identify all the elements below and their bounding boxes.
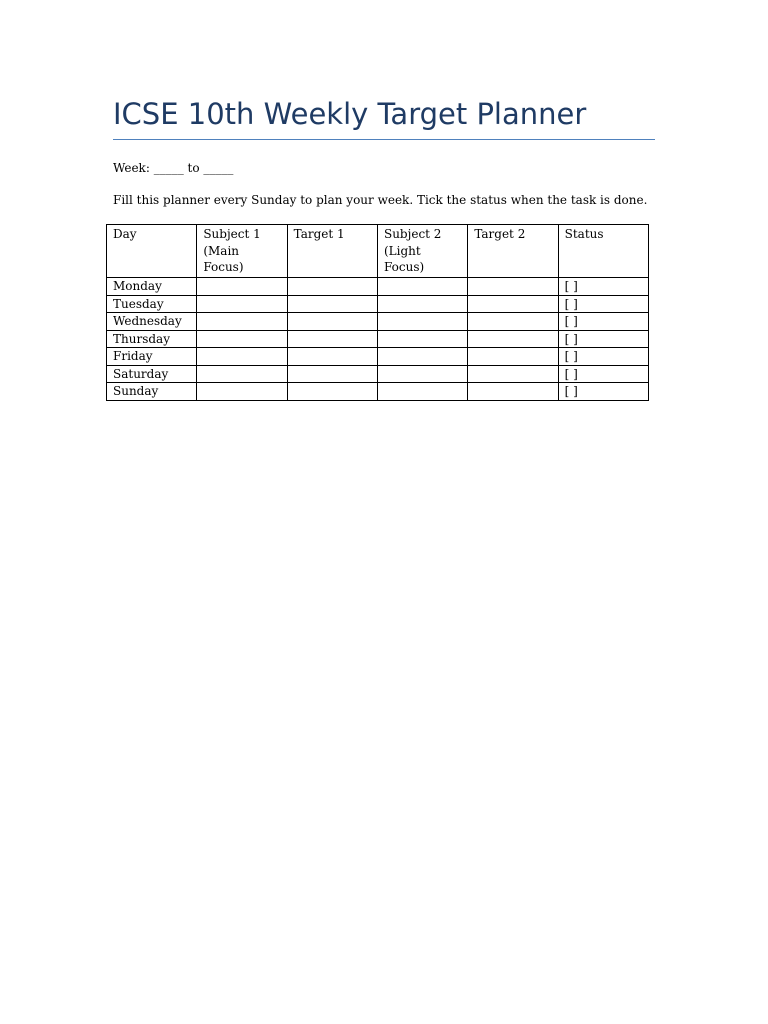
target-2-cell <box>468 348 558 366</box>
subject-2-cell <box>377 365 467 383</box>
header-day: Day <box>107 225 197 278</box>
instructions-text: Fill this planner every Sunday to plan your week. Tick the status when the task is done. <box>113 193 648 207</box>
subject-2-cell <box>377 278 467 296</box>
status-checkbox-cell: [ ] <box>558 383 648 401</box>
subject-1-cell <box>197 365 287 383</box>
subject-2-cell <box>377 295 467 313</box>
target-1-cell <box>287 330 377 348</box>
status-checkbox-cell: [ ] <box>558 365 648 383</box>
day-cell: Monday <box>107 278 197 296</box>
table-row <box>107 313 649 331</box>
table-row <box>107 295 649 313</box>
subject-1-cell <box>197 330 287 348</box>
table-row <box>107 365 649 383</box>
status-checkbox-cell: [ ] <box>558 348 648 366</box>
table-row <box>107 330 649 348</box>
subject-2-cell <box>377 348 467 366</box>
day-cell: Sunday <box>107 383 197 401</box>
target-1-cell <box>287 313 377 331</box>
target-1-cell <box>287 365 377 383</box>
subject-1-cell <box>197 295 287 313</box>
status-checkbox-cell: [ ] <box>558 295 648 313</box>
target-2-cell <box>468 295 558 313</box>
target-1-cell <box>287 348 377 366</box>
target-1-cell <box>287 383 377 401</box>
table-row <box>107 348 649 366</box>
week-range-line: Week: _____ to _____ <box>113 161 234 175</box>
status-checkbox-cell: [ ] <box>558 313 648 331</box>
target-2-cell <box>468 313 558 331</box>
title-divider <box>113 139 655 140</box>
target-2-cell <box>468 330 558 348</box>
day-cell: Thursday <box>107 330 197 348</box>
subject-2-cell <box>377 330 467 348</box>
day-cell: Saturday <box>107 365 197 383</box>
weekly-planner-table <box>106 224 649 401</box>
target-1-cell <box>287 278 377 296</box>
subject-1-cell <box>197 278 287 296</box>
day-cell: Friday <box>107 348 197 366</box>
subject-1-cell <box>197 383 287 401</box>
day-cell: Tuesday <box>107 295 197 313</box>
target-1-cell <box>287 295 377 313</box>
header-target-2: Target 2 <box>468 225 558 278</box>
target-2-cell <box>468 278 558 296</box>
table-row <box>107 383 649 401</box>
subject-1-cell <box>197 313 287 331</box>
day-cell: Wednesday <box>107 313 197 331</box>
page-title: ICSE 10th Weekly Target Planner <box>113 97 587 131</box>
target-2-cell <box>468 383 558 401</box>
header-subject-2: Subject 2 (Light Focus) <box>377 225 467 278</box>
subject-2-cell <box>377 383 467 401</box>
subject-1-cell <box>197 348 287 366</box>
status-checkbox-cell: [ ] <box>558 330 648 348</box>
header-target-1: Target 1 <box>287 225 377 278</box>
subject-2-cell <box>377 313 467 331</box>
header-status: Status <box>558 225 648 278</box>
status-checkbox-cell: [ ] <box>558 278 648 296</box>
target-2-cell <box>468 365 558 383</box>
table-header-row <box>107 225 649 278</box>
table-row <box>107 278 649 296</box>
header-subject-1: Subject 1 (Main Focus) <box>197 225 287 278</box>
